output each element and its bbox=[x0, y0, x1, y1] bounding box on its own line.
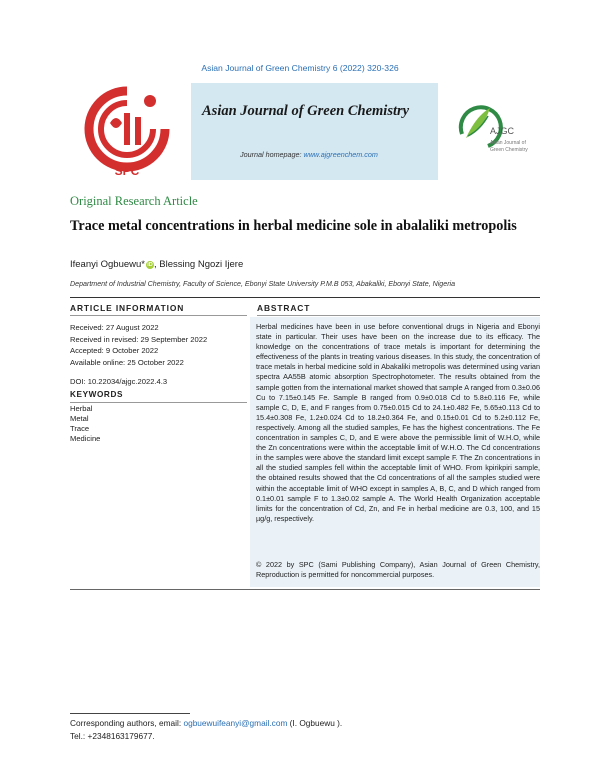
divider bbox=[257, 315, 540, 316]
copyright-notice: © 2022 by SPC (Sami Publishing Company), Asian Journal of Green Chemistry, Reproduction is permitted for noncommercial purposes. bbox=[256, 560, 540, 580]
article-title: Trace metal concentrations in herbal medicine sole in abalaliki metropolis bbox=[70, 218, 517, 234]
ajgc-logo bbox=[454, 94, 534, 164]
divider bbox=[70, 297, 540, 298]
received-date: Received: 27 August 2022 bbox=[70, 323, 159, 332]
ajgc-logo-title: AJGC bbox=[490, 126, 515, 136]
doi[interactable]: DOI: 10.22034/ajgc.2022.4.3 bbox=[70, 377, 168, 386]
corr-email-link[interactable]: ogbuewuifeanyi@gmail.com bbox=[183, 718, 288, 728]
abstract-heading: ABSTRACT bbox=[257, 303, 311, 313]
homepage-label: Journal homepage: bbox=[240, 150, 302, 159]
ajgc-logo-subtitle-2: Green Chemistry bbox=[490, 147, 528, 153]
keyword: Trace bbox=[70, 424, 90, 433]
abstract-text: Herbal medicines have been in use before conventional drugs in Nigeria and Ebonyi state in particular. Their uses have been on the increase due to its efficacy. The knowledge on the concentrations of trace metals is important for determining the effectiveness of the plants in treating various diseases. In this study, the concentration of trace metals in herbal medicine sold in Abakaliki metropolis was determined using varian spectra AA55B atomic absorption Spectrophotometer. The results obtained from the sample gotten from the international market showed that sample A ranged from 0.3±0.06 Cu to 7.15±0.145 Fe. Sample B ranged from 0.9±0.018 Cd to 5.8±0.116 Fe, while sample C, D, E, and F ranges from 0.75±0.015 Cd to 24.1±0.482 Fe, 5.65±0.113 Cd to 15.4±0.308 Fe, 1.2±0.024 Cd to 18.2±0.364 Fe, and 0.15±0.01 Cd to 5.2±0.112 Fe, respectively. Among all the studied samples, Fe has the highest concentrations. The Fe concentration in samples C, D, and E were above the permissible limit of W.H.O, while the Zn concentrations were within the acceptable limit of W.H.O. The Cd concentrations in the samples were above the standard limit except sample F. The Zn concentrations in all the studied samples fell within the acceptable limit of WHO. From kpirikpiri sample, the obtained results showed that the Cd concentrations of all the samples studied were within the acceptable limit of WHO except in samples A, B, C, and D which ranged from 0.1±0.01 sample F to 1.3±0.02 sample A. The World Health Organization acceptable limits for the concentration of Cd, Zn, and Fe in herbal medicine are 0.3, 100, and 15 µg/g, respectively. bbox=[256, 322, 540, 523]
header-band-background bbox=[191, 83, 438, 180]
revised-date: Received in revised: 29 September 2022 bbox=[70, 334, 208, 344]
keyword: Metal bbox=[70, 414, 89, 423]
article-type: Original Research Article bbox=[70, 194, 198, 208]
affiliation: Department of Industrial Chemistry, Faculty of Science, Ebonyi State University P.M.B 053, Abakaliki, Ebonyi State, Nigeria bbox=[70, 280, 456, 288]
author-2: Blessing Ngozi Ijere bbox=[159, 259, 244, 270]
article-info-heading: ARTICLE INFORMATION bbox=[70, 303, 185, 313]
accepted-date: Accepted: 9 October 2022 bbox=[70, 346, 159, 355]
article-dates bbox=[70, 322, 207, 368]
corr-label: Corresponding authors, email: bbox=[70, 718, 182, 728]
footnote-rule bbox=[70, 713, 190, 714]
ajgc-logo-subtitle-1: Asian Journal of bbox=[490, 140, 526, 146]
corr-name: (I. Ogbuewu ). bbox=[289, 718, 343, 728]
corresponding-author bbox=[70, 718, 342, 728]
keyword: Medicine bbox=[70, 434, 101, 443]
homepage-link[interactable]: www.ajgreenchem.com bbox=[303, 150, 378, 159]
spc-logo bbox=[80, 83, 175, 180]
journal-header bbox=[70, 83, 540, 180]
divider bbox=[70, 589, 540, 590]
orcid-icon[interactable]: iD bbox=[147, 262, 153, 268]
author-separator: , bbox=[154, 259, 160, 270]
keyword-list bbox=[70, 404, 100, 444]
online-date: Available online: 25 October 2022 bbox=[70, 357, 184, 367]
journal-title: Asian Journal of Green Chemistry bbox=[202, 103, 410, 119]
divider bbox=[70, 315, 247, 316]
journal-citation: Asian Journal of Green Chemistry 6 (2022) 320-326 bbox=[201, 63, 399, 73]
telephone: Tel.: +2348163179677. bbox=[70, 731, 155, 741]
author-1: Ifeanyi Ogbuewu bbox=[70, 259, 142, 270]
spc-logo-text: SPC bbox=[114, 164, 140, 178]
divider bbox=[70, 402, 247, 403]
journal-homepage bbox=[240, 150, 378, 159]
keyword: Herbal bbox=[70, 404, 93, 413]
keywords-heading: KEYWORDS bbox=[70, 390, 124, 399]
author-list bbox=[70, 259, 243, 270]
corresponding-marker: * bbox=[141, 259, 145, 270]
